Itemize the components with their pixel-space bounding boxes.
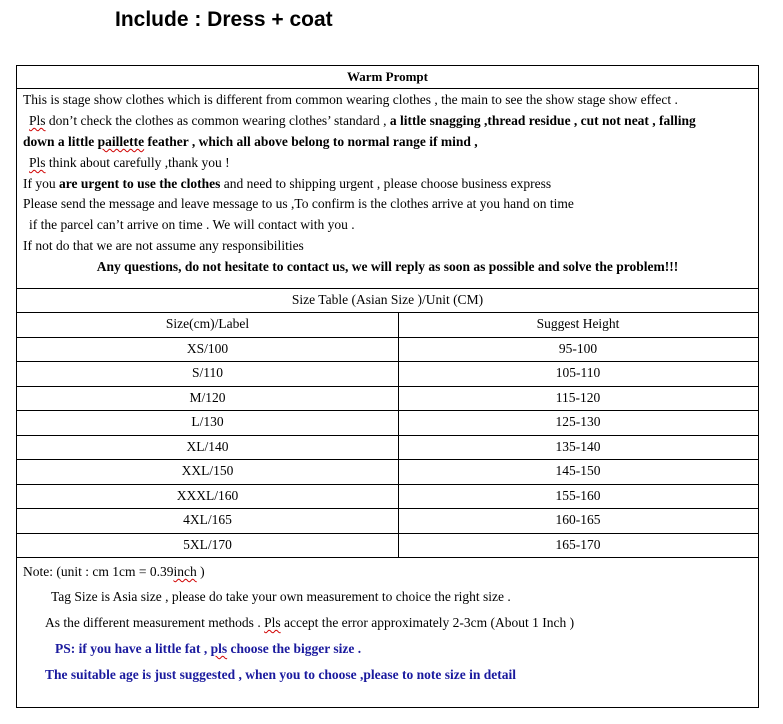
size-label-cell: XXXL/160 [176,487,239,503]
suggest-height-cell: 115-120 [555,389,601,405]
spellcheck-word: Pls [264,615,281,630]
spellcheck-word: Pls [29,113,46,128]
note-text: As the different measurement methods . [45,615,265,630]
suggest-height-cell: 155-160 [555,487,601,503]
note-unit [23,563,205,581]
prompt-line-8: If not do that we are not assume any responsibilities [23,238,304,253]
prompt-bold-text: are urgent to use the clothes [59,176,221,191]
size-label-cell: 4XL/165 [183,512,232,527]
divider [17,557,758,558]
note-text: ) [196,564,205,579]
prompt-line-4 [29,154,230,172]
size-label-cell: L/130 [191,414,224,429]
prompt-line-2 [29,112,696,130]
size-label-cell: 5XL/170 [183,536,232,552]
prompt-bold-text: feather , which all above belong to normal range if mind , [144,134,478,149]
page-title: Include : Dress + coat [115,8,333,31]
size-label-cell: XS/100 [186,340,229,356]
note-ps [55,640,361,658]
size-table-heading: Size Table (Asian Size )/Unit (CM) [291,292,484,307]
suggest-height-cell: 105-110 [555,365,601,380]
size-label-cell: XXL/150 [181,463,234,478]
column-divider [398,312,399,557]
note-tag-size: Tag Size is Asia size , please do take your own measurement to choice the right size . [51,589,511,604]
column-header-height: Suggest Height [536,316,620,331]
prompt-text: don’t check the clothes as common wearing clothes’ standard , [45,113,390,128]
prompt-line-7: if the parcel can’t arrive on time . We will contact with you . [29,217,355,232]
suggest-height-cell: 165-170 [555,536,601,552]
prompt-line-6: Please send the message and leave message to us ,To confirm is the clothes arrive at you hand on time [23,196,574,211]
note-measurement [45,614,574,632]
size-label-cell: XL/140 [186,438,229,454]
suggest-height-cell: 125-130 [555,414,601,429]
prompt-line-5 [23,175,551,193]
note-blue-text: choose the bigger size . [227,641,362,656]
size-label-cell: M/120 [189,389,226,405]
prompt-contact-line: Any questions, do not hesitate to contact us, we will reply as soon as possible and solve the problem!!! [96,259,679,274]
suggest-height-cell: 135-140 [555,438,601,454]
spellcheck-word: inch [173,564,197,579]
divider [17,88,758,89]
prompt-text: If you [23,176,59,191]
info-sheet [16,65,759,708]
warm-prompt-heading: Warm Prompt [347,69,428,84]
suggest-height-cell: 160-165 [555,512,601,527]
note-blue-text: PS: if you have a little fat , [55,641,211,656]
prompt-bold-text: down a little [23,134,98,149]
suggest-height-cell: 145-150 [555,463,601,478]
note-text: Note: (unit : cm 1cm = 0.39 [23,564,174,579]
column-header-size: Size(cm)/Label [165,316,250,331]
size-label-cell: S/110 [191,365,223,380]
prompt-bold-text: a little snagging ,thread residue , cut not neat , falling [389,113,696,128]
prompt-line-3 [23,133,478,151]
suggest-height-cell: 95-100 [558,340,598,356]
spellcheck-word: paillette [97,134,145,149]
spellcheck-word: pls [210,641,228,656]
prompt-text: and need to shipping urgent , please choose business express [220,176,552,191]
note-text: accept the error approximately 2-3cm (About 1 Inch ) [280,615,575,630]
spellcheck-word: Pls [29,155,46,170]
prompt-line-1: This is stage show clothes which is different from common wearing clothes , the main to see the show stage show effect . [23,92,678,107]
note-age: The suitable age is just suggested , when you to choose ,please to note size in detail [45,667,517,682]
prompt-text: think about carefully ,thank you ! [45,155,230,170]
